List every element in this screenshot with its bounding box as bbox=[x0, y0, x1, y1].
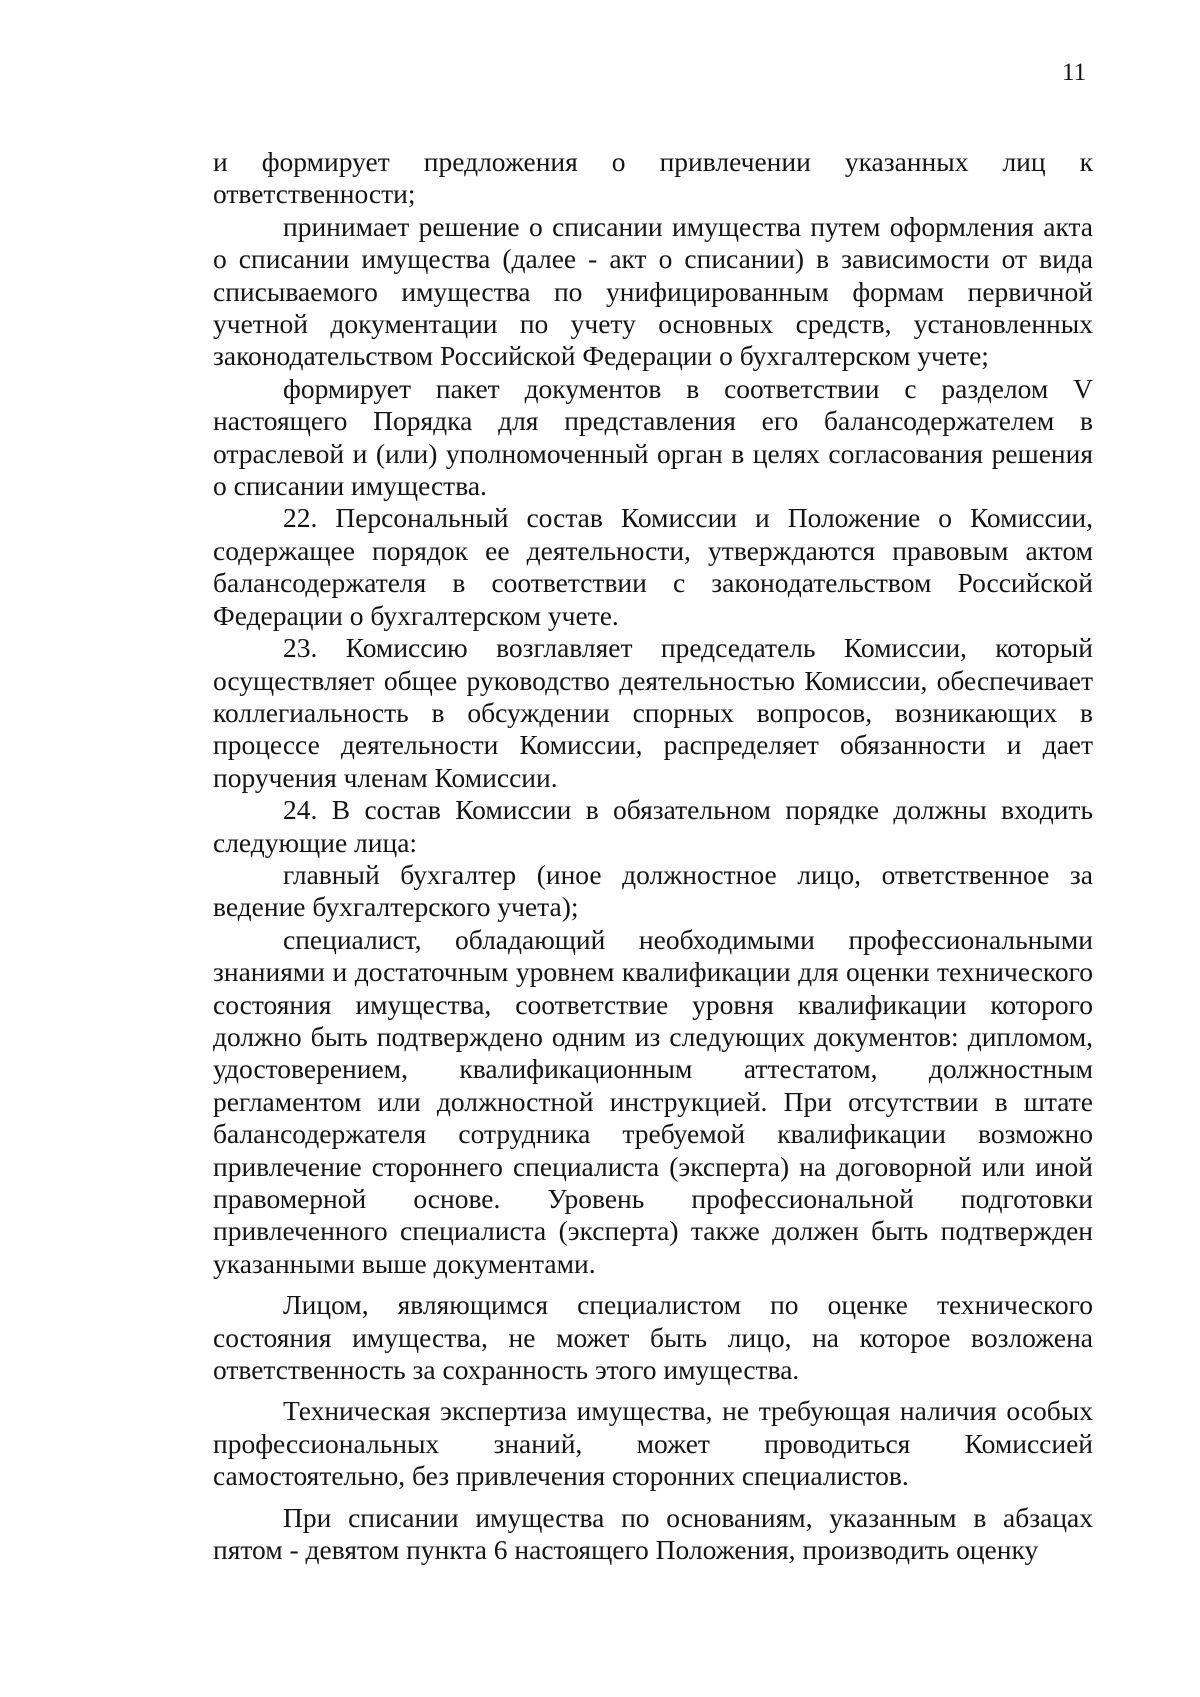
paragraph-chief-accountant: главный бухгалтер (иное должностное лицо, ответственное за ведение бухгалтерского учета); bbox=[213, 858, 1093, 923]
paragraph-22: 22. Персональный состав Комиссии и Положение о Комиссии, содержащее порядок ее деятельности, утверждаются правовым актом балансодержателя в соответствии с законодательством Российской Федерации о бухгалтерском учете. bbox=[213, 502, 1093, 631]
paragraph-document-package: формирует пакет документов в соответствии с разделом V настоящего Порядка для представления его балансодержателем в отраслевой и (или) уполномоченный орган в целях согласования решения о списании имущества. bbox=[213, 372, 1093, 502]
paragraph-technical-expertise: Техническая экспертиза имущества, не требующая наличия особых профессиональных знаний, может проводиться Комиссией самостоятельно, без привлечения сторонних специалистов. bbox=[213, 1395, 1093, 1492]
page-number: 11 bbox=[1062, 59, 1087, 86]
paragraph-continuation: и формирует предложения о привлечении указанных лиц к ответственности; bbox=[213, 146, 1093, 210]
paragraph-23: 23. Комиссию возглавляет председатель Комиссии, который осуществляет общее руководство деятельностью Комиссии, обеспечивает коллегиальность в обсуждении спорных вопросов, возникающих в процессе деятельности Комиссии, распределяет обязанности и дает поручения членам Комиссии. bbox=[213, 632, 1093, 793]
paragraph-specialist-restriction: Лицом, являющимся специалистом по оценке технического состояния имущества, не может быть лицо, на которое возложена ответственность за сохранность этого имущества. bbox=[213, 1289, 1093, 1386]
paragraph-specialist: специалист, обладающий необходимыми профессиональными знаниями и достаточным уровнем квалификации для оценки технического состояния имущества, соответствие уровня квалификации которого должно быть подтверждено одним из следующих документов: дипломом, удостоверением, квалификационным аттестатом, должностным регламентом или должностной инструкцией. При отсутствии в штате балансодержателя сотрудника требуемой квалификации возможно привлечение стороннего специалиста (эксперта) на договорной или иной правомерной основе. Уровень профессиональной подготовки привлеченного специалиста (эксперта) также должен быть подтвержден указанными выше документами. bbox=[213, 923, 1093, 1279]
paragraph-write-off-grounds: При списании имущества по основаниям, указанным в абзацах пятом - девятом пункта 6 настоящего Положения, производить оценку bbox=[213, 1501, 1093, 1566]
paragraph-write-off-decision: принимает решение о списании имущества путем оформления акта о списании имущества (далее - акт о списании) в зависимости от вида списываемого имущества по унифицированным формам первичной учетной документации по учету основных средств, установленных законодательством Российской Федерации о бухгалтерском учете; bbox=[213, 210, 1093, 372]
document-body bbox=[213, 146, 1093, 1566]
paragraph-24: 24. В состав Комиссии в обязательном порядке должны входить следующие лица: bbox=[213, 794, 1093, 858]
